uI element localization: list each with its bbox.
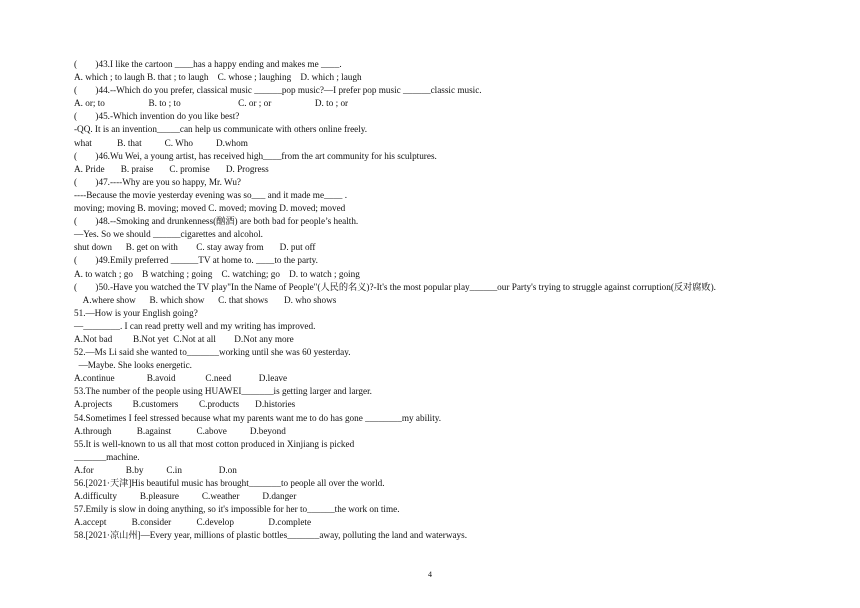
text-line: shut down B. get on with C. stay away from D. put off (74, 242, 316, 253)
text-line: ( )43.I like the cartoon ____has a happy ending and makes me ____. (74, 59, 342, 69)
text-line: ( )46.Wu Wei, a young artist, has received high____from the art community for his sculptures. (74, 150, 437, 161)
text-line: ( )48.--Smoking and drunkenness(酗酒) are both bad for people’s health. (74, 216, 359, 227)
text-line: —Maybe. She looks energetic. (74, 360, 192, 371)
text-line: —________. I can read pretty well and my writing has improved. (74, 320, 316, 331)
page-number: 4 (428, 570, 432, 579)
text-line: ( )47.----Why are you so happy, Mr. Wu? (74, 176, 242, 187)
text-line: A.through B.against C.above D.beyond (74, 425, 286, 436)
text-line: 58.[2021·凉山州]—Every year, millions of plastic bottles_______away, polluting the land and waterways. (74, 530, 467, 541)
text-line: A. or; to B. to ; to C. or ; or D. to ; or (74, 98, 349, 109)
text-line: ----Because the movie yesterday evening was so___ and it made me____ . (74, 189, 347, 200)
text-line: A.where show B. which show C. that shows D. who shows (74, 294, 337, 305)
text-line: A. to watch ; go B watching ; going C. watching; go D. to watch ; going (74, 268, 360, 279)
text-line: ( )49.Emily preferred ______TV at home to. ____to the party. (74, 255, 318, 266)
text-line: moving; moving B. moving; moved C. moved; moving D. moved; moved (74, 203, 346, 214)
text-line: A. Pride B. praise C. promise D. Progress (74, 163, 269, 174)
text-line: A. which ; to laugh B. that ; to laugh C. whose ; laughing D. which ; laugh (74, 72, 362, 83)
text-line: 56.[2021·天津]His beautiful music has brought_______to people all over the world. (74, 478, 385, 488)
text-line: _______machine. (74, 451, 140, 462)
text-line: ( )50.-Have you watched the TV play"In the Name of People"(人民的名义)?-It's the most popular play______our Party's trying to struggle against corruption(反对腐败). (74, 281, 716, 292)
text-line: ( )44.--Which do you prefer, classical music ______pop music?—I prefer pop music ______classic music. (74, 85, 482, 96)
exercise-text (74, 58, 794, 542)
text-line: A.accept B.consider C.develop D.complete (74, 517, 312, 528)
text-line: 55.It is well-known to us all that most cotton produced in Xinjiang is picked (74, 438, 355, 449)
text-line: 57.Emily is slow in doing anything, so it's impossible for her to______the work on time. (74, 504, 400, 515)
text-line: —Yes. So we should ______cigarettes and alcohol. (74, 229, 263, 240)
text-line: -QQ. It is an invention_____can help us communicate with others online freely. (74, 124, 368, 135)
text-line: 53.The number of the people using HUAWEI_______is getting larger and larger. (74, 386, 372, 397)
text-line: 54.Sometimes I feel stressed because what my parents want me to do has gone ________my ability. (74, 412, 442, 423)
text-line: A.difficulty B.pleasure C.weather D.danger (74, 491, 297, 502)
text-line: 52.—Ms Li said she wanted to_______working until she was 60 yesterday. (74, 347, 351, 358)
text-line: 51.—How is your English going? (74, 307, 198, 318)
text-line: A.for B.by C.in D.on (74, 464, 237, 475)
text-line: A.continue B.avoid C.need D.leave (74, 373, 288, 384)
text-line: A.Not bad B.Not yet C.Not at all D.Not any more (74, 333, 294, 344)
text-line: ( )45.-Which invention do you like best? (74, 111, 240, 122)
text-line: A.projects B.customers C.products D.histories (74, 399, 296, 410)
text-line: what B. that C. Who D.whom (74, 137, 248, 148)
